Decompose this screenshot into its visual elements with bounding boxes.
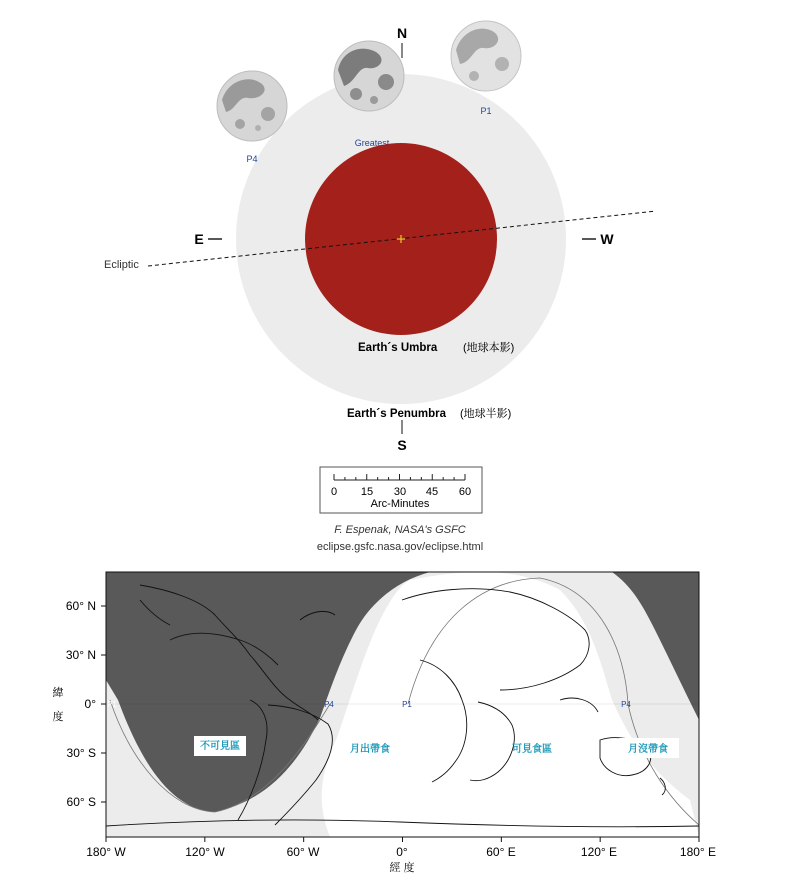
umbra-label: Earth´s Umbra bbox=[358, 342, 438, 354]
contact-p4-mid: P4 bbox=[324, 700, 334, 709]
penumbra-label-cn: (地球半影) bbox=[460, 408, 512, 420]
lon-axis-label: 經 度 bbox=[389, 862, 415, 874]
region-visible: 可見食區 bbox=[512, 744, 552, 755]
eclipse-diagram bbox=[104, 21, 656, 453]
moon-greatest-label: Greatest bbox=[354, 138, 390, 148]
south-label: S bbox=[397, 437, 407, 453]
lon-tick-120e: 120° E bbox=[580, 845, 618, 859]
west-label: W bbox=[600, 231, 614, 247]
moon-p4 bbox=[217, 71, 287, 141]
north-label: N bbox=[396, 25, 408, 41]
region-rising: 月出帶食 bbox=[350, 744, 390, 755]
lat-tick-30n: 30° N bbox=[65, 648, 96, 662]
region-not-visible: 不可見區 bbox=[200, 741, 240, 752]
lon-tick-60w: 60° W bbox=[286, 845, 320, 859]
scale-tick-0: 0 bbox=[330, 486, 338, 498]
scale-tick-45: 45 bbox=[425, 486, 439, 498]
moon-p1-label: P1 bbox=[480, 106, 492, 116]
credit-url: eclipse.gsfc.nasa.gov/eclipse.html bbox=[316, 541, 484, 553]
lon-tick-120w: 120° W bbox=[185, 845, 225, 859]
lat-tick-30s: 30° S bbox=[66, 746, 96, 760]
visibility-map bbox=[53, 572, 717, 874]
scale-bar bbox=[320, 467, 482, 513]
lat-tick-60n: 60° N bbox=[65, 599, 96, 613]
scale-tick-60: 60 bbox=[458, 486, 472, 498]
moon-p1 bbox=[451, 21, 521, 91]
moon-p4-label: P4 bbox=[246, 154, 258, 164]
east-label: E bbox=[194, 231, 204, 247]
scale-tick-15: 15 bbox=[360, 486, 374, 498]
moon-greatest bbox=[334, 41, 404, 111]
lon-tick-60e: 60° E bbox=[486, 845, 516, 859]
contact-p4-right: P4 bbox=[621, 700, 631, 709]
contact-p1-mid: P1 bbox=[402, 700, 412, 709]
lon-tick-0: 0° bbox=[396, 845, 408, 859]
lon-tick-180e: 180° E bbox=[679, 845, 717, 859]
lat-axis-label-2: 度 bbox=[52, 711, 64, 723]
lat-axis-label-1: 緯 bbox=[52, 687, 64, 699]
lat-tick-60s: 60° S bbox=[66, 795, 96, 809]
penumbra-label: Earth´s Penumbra bbox=[347, 408, 447, 420]
scale-unit: Arc-Minutes bbox=[370, 498, 430, 510]
lon-tick-180w: 180° W bbox=[86, 845, 126, 859]
credit-author: F. Espenak, NASA's GSFC bbox=[334, 524, 466, 536]
region-setting: 月沒帶食 bbox=[628, 744, 668, 755]
lat-tick-0: 0° bbox=[84, 697, 96, 711]
umbra-label-cn: (地球本影) bbox=[463, 342, 515, 354]
contact-p1-left: P1 bbox=[107, 700, 117, 709]
scale-tick-30: 30 bbox=[393, 486, 407, 498]
ecliptic-label: Ecliptic bbox=[104, 259, 139, 271]
